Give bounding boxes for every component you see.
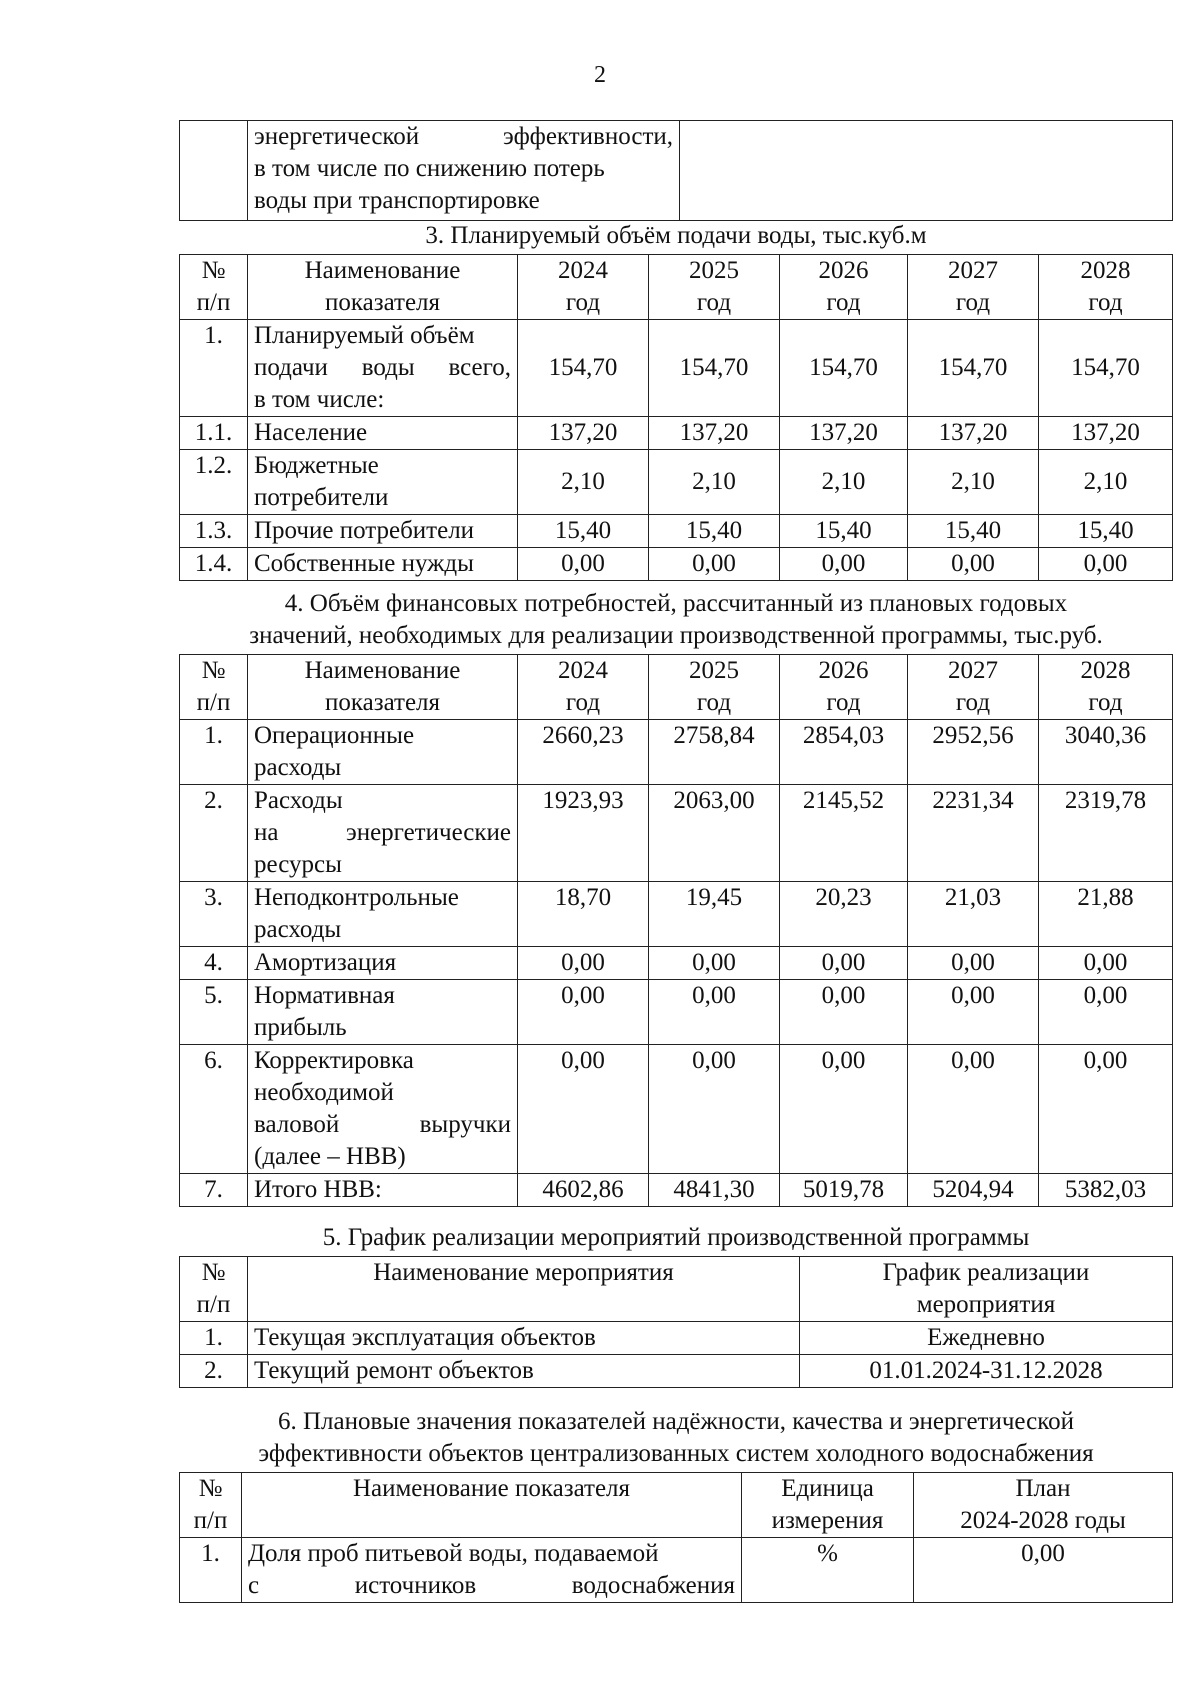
header-num: № п/п xyxy=(180,1473,242,1538)
row-value: 137,20 xyxy=(518,417,649,450)
row-value: 0,00 xyxy=(780,980,908,1045)
row-value: 154,70 xyxy=(908,320,1039,417)
row-value: 15,40 xyxy=(1039,515,1173,548)
row-value: 2231,34 xyxy=(908,785,1039,882)
row-value: 0,00 xyxy=(1039,1045,1173,1174)
header-year: 2024 год xyxy=(518,655,649,720)
row-value: 0,00 xyxy=(1039,548,1173,581)
header-year: 2026 год xyxy=(780,255,908,320)
text-line: в том числе по снижению потерь xyxy=(254,155,605,182)
row-name: Доля проб питьевой воды, подаваемой с источников водоснабжения xyxy=(242,1538,742,1603)
row-value: 5382,03 xyxy=(1039,1174,1173,1207)
row-value: 18,70 xyxy=(518,882,649,947)
header-year: 2026 год xyxy=(780,655,908,720)
table-row xyxy=(180,1174,1173,1207)
row-name: Текущая эксплуатация объектов xyxy=(248,1322,800,1355)
row-value: 0,00 xyxy=(1039,947,1173,980)
section6-title xyxy=(179,1406,1173,1470)
row-value: 21,03 xyxy=(908,882,1039,947)
row-value: 15,40 xyxy=(649,515,780,548)
row-value: 0,00 xyxy=(649,1045,780,1174)
row-num: 7. xyxy=(180,1174,248,1207)
row-value: 0,00 xyxy=(908,1045,1039,1174)
row-value: 2952,56 xyxy=(908,720,1039,785)
section3-table xyxy=(179,254,1173,581)
row-value: 2854,03 xyxy=(780,720,908,785)
row-name: Расходы на энергетические ресурсы xyxy=(248,785,518,882)
row-num: 1. xyxy=(180,720,248,785)
header-year: 2028 год xyxy=(1039,255,1173,320)
page-number: 2 xyxy=(594,62,606,88)
row-num: 1.3. xyxy=(180,515,248,548)
row-value: 0,00 xyxy=(1039,980,1173,1045)
header-year: 2028 год xyxy=(1039,655,1173,720)
row-value: 19,45 xyxy=(649,882,780,947)
row-value: 0,00 xyxy=(908,947,1039,980)
row-num: 6. xyxy=(180,1045,248,1174)
row-num: 4. xyxy=(180,947,248,980)
row-name: Итого НВВ: xyxy=(248,1174,518,1207)
header-year: 2024 год xyxy=(518,255,649,320)
row-num: 1. xyxy=(180,320,248,417)
section6-table xyxy=(179,1472,1173,1603)
row-value: 0,00 xyxy=(780,947,908,980)
row-value: 0,00 xyxy=(780,1045,908,1174)
row-value: 0,00 xyxy=(649,980,780,1045)
table-row xyxy=(180,882,1173,947)
section5-title: 5. График реализации мероприятий производственной программы xyxy=(322,1224,1030,1251)
row-value: 20,23 xyxy=(780,882,908,947)
row-name: Нормативная прибыль xyxy=(248,980,518,1045)
row-value: 15,40 xyxy=(908,515,1039,548)
section5-table xyxy=(179,1256,1173,1388)
section4-title-line: значений, необходимых для реализации производственной программы, тыс.руб. xyxy=(249,622,1103,649)
row-value: 154,70 xyxy=(1039,320,1173,417)
row-value: 0,00 xyxy=(649,548,780,581)
row-value: 2758,84 xyxy=(649,720,780,785)
row-value: 154,70 xyxy=(649,320,780,417)
table-row xyxy=(180,548,1173,581)
row-name: Операционные расходы xyxy=(248,720,518,785)
row-num: 2. xyxy=(180,1355,248,1388)
top-fragment-num-cell xyxy=(180,121,248,221)
header-year: 2025 год xyxy=(649,255,780,320)
header-name: Наименование показателя xyxy=(248,655,518,720)
header-year: 2025 год xyxy=(649,655,780,720)
section4-title-line: 4. Объём финансовых потребностей, рассчитанный из плановых годовых xyxy=(284,590,1068,617)
row-value: 5204,94 xyxy=(908,1174,1039,1207)
row-name: Прочие потребители xyxy=(248,515,518,548)
row-value: 2,10 xyxy=(518,450,649,515)
row-value: 137,20 xyxy=(649,417,780,450)
header-year: 2027 год xyxy=(908,655,1039,720)
table-row xyxy=(180,450,1173,515)
header-name: Наименование показателя xyxy=(242,1473,742,1538)
section6-title-line: эффективности объектов централизованных систем холодного водоснабжения xyxy=(258,1440,1094,1467)
table-row xyxy=(180,320,1173,417)
header-plan: План 2024-2028 годы xyxy=(914,1473,1173,1538)
row-value: 137,20 xyxy=(1039,417,1173,450)
row-value: 2,10 xyxy=(649,450,780,515)
row-value: 1923,93 xyxy=(518,785,649,882)
table-row xyxy=(180,720,1173,785)
header-unit: Единица измерения xyxy=(742,1473,914,1538)
header-num: № п/п xyxy=(180,255,248,320)
top-fragment-text-cell xyxy=(248,121,680,221)
row-value: 15,40 xyxy=(780,515,908,548)
row-name: Амортизация xyxy=(248,947,518,980)
row-value: 2063,00 xyxy=(649,785,780,882)
row-num: 3. xyxy=(180,882,248,947)
row-schedule: 01.01.2024-31.12.2028 xyxy=(800,1355,1173,1388)
row-schedule: Ежедневно xyxy=(800,1322,1173,1355)
row-value: 0,00 xyxy=(518,947,649,980)
row-value: 4841,30 xyxy=(649,1174,780,1207)
row-name: Собственные нужды xyxy=(248,548,518,581)
row-num: 1.1. xyxy=(180,417,248,450)
table-row xyxy=(180,1322,1173,1355)
row-value: 2,10 xyxy=(780,450,908,515)
row-value: 154,70 xyxy=(780,320,908,417)
row-value: 0,00 xyxy=(908,980,1039,1045)
row-value: 0,00 xyxy=(518,1045,649,1174)
header-name: Наименование показателя xyxy=(248,255,518,320)
header-schedule: График реализации мероприятия xyxy=(800,1257,1173,1322)
table-row xyxy=(180,417,1173,450)
row-name: Планируемый объём подачи воды всего, в том числе: xyxy=(248,320,518,417)
row-num: 2. xyxy=(180,785,248,882)
row-value: 4602,86 xyxy=(518,1174,649,1207)
section4-table xyxy=(179,654,1173,1207)
row-unit: % xyxy=(742,1538,914,1603)
row-value: 0,00 xyxy=(518,548,649,581)
table-row xyxy=(180,1538,1173,1603)
row-name: Неподконтрольные расходы xyxy=(248,882,518,947)
row-num: 1. xyxy=(180,1322,248,1355)
row-num: 1.2. xyxy=(180,450,248,515)
table-row xyxy=(180,1355,1173,1388)
row-value: 0,00 xyxy=(649,947,780,980)
row-value: 0,00 xyxy=(518,980,649,1045)
row-name: Бюджетные потребители xyxy=(248,450,518,515)
header-name: Наименование мероприятия xyxy=(248,1257,800,1322)
row-value: 21,88 xyxy=(1039,882,1173,947)
row-value: 3040,36 xyxy=(1039,720,1173,785)
table-row xyxy=(180,947,1173,980)
row-value: 2145,52 xyxy=(780,785,908,882)
header-num: № п/п xyxy=(180,655,248,720)
row-value: 137,20 xyxy=(908,417,1039,450)
row-name: Население xyxy=(248,417,518,450)
row-value: 137,20 xyxy=(780,417,908,450)
row-value: 154,70 xyxy=(518,320,649,417)
row-num: 1. xyxy=(180,1538,242,1603)
row-value: 0,00 xyxy=(908,548,1039,581)
row-value: 2319,78 xyxy=(1039,785,1173,882)
header-year: 2027 год xyxy=(908,255,1039,320)
table-row xyxy=(180,785,1173,882)
top-fragment-table xyxy=(179,120,1173,221)
text-line: воды при транспортировке xyxy=(254,187,540,214)
table-row xyxy=(180,980,1173,1045)
row-value: 2,10 xyxy=(908,450,1039,515)
row-num: 5. xyxy=(180,980,248,1045)
header-num: № п/п xyxy=(180,1257,248,1322)
row-value: 5019,78 xyxy=(780,1174,908,1207)
row-value: 2,10 xyxy=(1039,450,1173,515)
row-name: Текущий ремонт объектов xyxy=(248,1355,800,1388)
text-line: энергетической эффективности, xyxy=(254,123,673,150)
row-name: Корректировка необходимой валовой выручки (далее – НВВ) xyxy=(248,1045,518,1174)
row-plan: 0,00 xyxy=(914,1538,1173,1603)
section3-title: 3. Планируемый объём подачи воды, тыс.куб.м xyxy=(425,222,927,249)
row-value: 15,40 xyxy=(518,515,649,548)
table-row xyxy=(180,515,1173,548)
top-fragment-empty-cell xyxy=(680,121,1173,221)
row-value: 2660,23 xyxy=(518,720,649,785)
row-num: 1.4. xyxy=(180,548,248,581)
section6-title-line: 6. Плановые значения показателей надёжности, качества и энергетической xyxy=(277,1408,1075,1435)
section4-title xyxy=(179,588,1173,652)
row-value: 0,00 xyxy=(780,548,908,581)
table-row xyxy=(180,1045,1173,1174)
